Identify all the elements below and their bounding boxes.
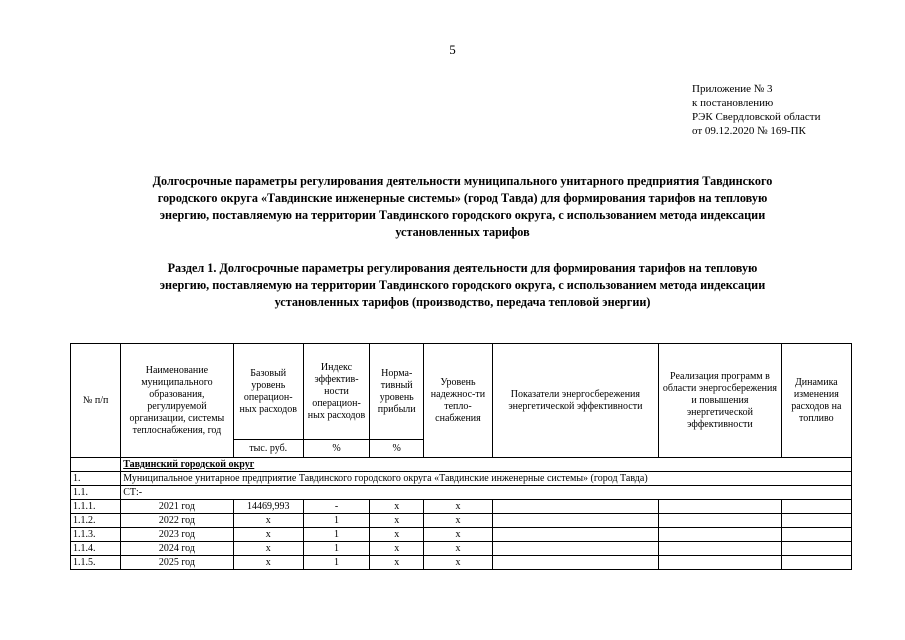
row-energy bbox=[492, 542, 659, 556]
row-fuel bbox=[781, 500, 851, 514]
row-reliability: x bbox=[424, 556, 492, 570]
row-reliability: x bbox=[424, 514, 492, 528]
table-row bbox=[71, 528, 852, 542]
row-base: x bbox=[233, 528, 303, 542]
row-index: 1 bbox=[303, 528, 369, 542]
row-index: 1 bbox=[303, 514, 369, 528]
header-name: Наименование муниципального образования, регулируемой организации, системы теплоснабжения, год bbox=[121, 344, 233, 458]
title-line: Долгосрочные параметры регулирования деятельности муниципального унитарного предприятия Тавдинского bbox=[152, 174, 773, 188]
row-energy bbox=[492, 514, 659, 528]
unit-index: % bbox=[303, 440, 369, 458]
table-row bbox=[71, 514, 852, 528]
title-line: городского округа «Тавдинские инженерные системы» (город Тавда) для формирования тарифов на тепловую bbox=[157, 191, 768, 205]
row-norm: x bbox=[370, 514, 424, 528]
section-line: энергию, поставляемую на территории Тавдинского городского округа, с использованием метода индексации bbox=[159, 278, 766, 292]
header-norm: Норма-тивный уровень прибыли bbox=[370, 344, 424, 440]
header-row bbox=[71, 344, 852, 440]
row-reliability: x bbox=[424, 542, 492, 556]
row-programs bbox=[659, 556, 781, 570]
region-num-cell bbox=[71, 458, 121, 472]
row-programs bbox=[659, 528, 781, 542]
row-year: 2023 год bbox=[121, 528, 233, 542]
system-name: СТ:- bbox=[121, 486, 852, 500]
row-fuel bbox=[781, 542, 851, 556]
row-year: 2022 год bbox=[121, 514, 233, 528]
row-programs bbox=[659, 500, 781, 514]
title-line: установленных тарифов bbox=[395, 225, 530, 239]
row-index: 1 bbox=[303, 542, 369, 556]
header-fuel: Динамика изменения расходов на топливо bbox=[781, 344, 851, 458]
row-programs bbox=[659, 542, 781, 556]
org-row bbox=[71, 472, 852, 486]
row-reliability: x bbox=[424, 500, 492, 514]
org-name: Муниципальное унитарное предприятие Тавдинского городского округа «Тавдинские инженерные системы» (город Тавда) bbox=[121, 472, 852, 486]
region-row bbox=[71, 458, 852, 472]
row-base: x bbox=[233, 514, 303, 528]
row-index: - bbox=[303, 500, 369, 514]
row-num: 1.1.3. bbox=[71, 528, 121, 542]
header-programs: Реализация программ в области энергосбережения и повышения энергетической эффективности bbox=[659, 344, 781, 458]
region-name: Тавдинский городской округ bbox=[121, 458, 852, 472]
row-num: 1.1.4. bbox=[71, 542, 121, 556]
table-row bbox=[71, 542, 852, 556]
unit-base: тыс. руб. bbox=[233, 440, 303, 458]
page-number: 5 bbox=[449, 42, 456, 57]
row-reliability: x bbox=[424, 528, 492, 542]
table-row bbox=[71, 556, 852, 570]
row-num: 1.1.2. bbox=[71, 514, 121, 528]
row-energy bbox=[492, 500, 659, 514]
title-line: энергию, поставляемую на территории Тавдинского городского округа, с использованием метода индексации bbox=[159, 208, 766, 222]
annex-line: РЭК Свердловской области bbox=[692, 111, 821, 123]
row-year: 2025 год bbox=[121, 556, 233, 570]
row-norm: x bbox=[370, 528, 424, 542]
header-reliability: Уровень надежнос-ти тепло-снабжения bbox=[424, 344, 492, 458]
row-energy bbox=[492, 556, 659, 570]
row-year: 2021 год bbox=[121, 500, 233, 514]
header-index: Индекс эффектив-ности операцион-ных расходов bbox=[303, 344, 369, 440]
row-norm: x bbox=[370, 556, 424, 570]
row-base: x bbox=[233, 556, 303, 570]
row-num: 1.1.1. bbox=[71, 500, 121, 514]
annex-line: от 09.12.2020 № 169-ПК bbox=[692, 125, 806, 137]
parameters-table bbox=[70, 343, 852, 570]
system-num: 1.1. bbox=[71, 486, 121, 500]
annex-block bbox=[692, 82, 820, 138]
unit-norm: % bbox=[370, 440, 424, 458]
row-fuel bbox=[781, 556, 851, 570]
header-base: Базовый уровень операцион-ных расходов bbox=[233, 344, 303, 440]
table-row bbox=[71, 500, 852, 514]
row-year: 2024 год bbox=[121, 542, 233, 556]
header-energy: Показатели энергосбережения энергетической эффективности bbox=[492, 344, 659, 458]
row-num: 1.1.5. bbox=[71, 556, 121, 570]
row-norm: x bbox=[370, 542, 424, 556]
row-fuel bbox=[781, 514, 851, 528]
header-num: № п/п bbox=[71, 344, 121, 458]
row-index: 1 bbox=[303, 556, 369, 570]
annex-line: к постановлению bbox=[692, 97, 774, 109]
section-title bbox=[60, 260, 865, 311]
annex-line: Приложение № 3 bbox=[692, 83, 773, 95]
section-line: установленных тарифов (производство, передача тепловой энергии) bbox=[274, 295, 651, 309]
row-base: 14469,993 bbox=[233, 500, 303, 514]
row-norm: x bbox=[370, 500, 424, 514]
row-base: x bbox=[233, 542, 303, 556]
system-row bbox=[71, 486, 852, 500]
row-fuel bbox=[781, 528, 851, 542]
section-line: Раздел 1. Долгосрочные параметры регулирования деятельности для формирования тарифов на тепловую bbox=[167, 261, 758, 275]
row-energy bbox=[492, 528, 659, 542]
org-num: 1. bbox=[71, 472, 121, 486]
row-programs bbox=[659, 514, 781, 528]
document-title bbox=[60, 173, 865, 241]
